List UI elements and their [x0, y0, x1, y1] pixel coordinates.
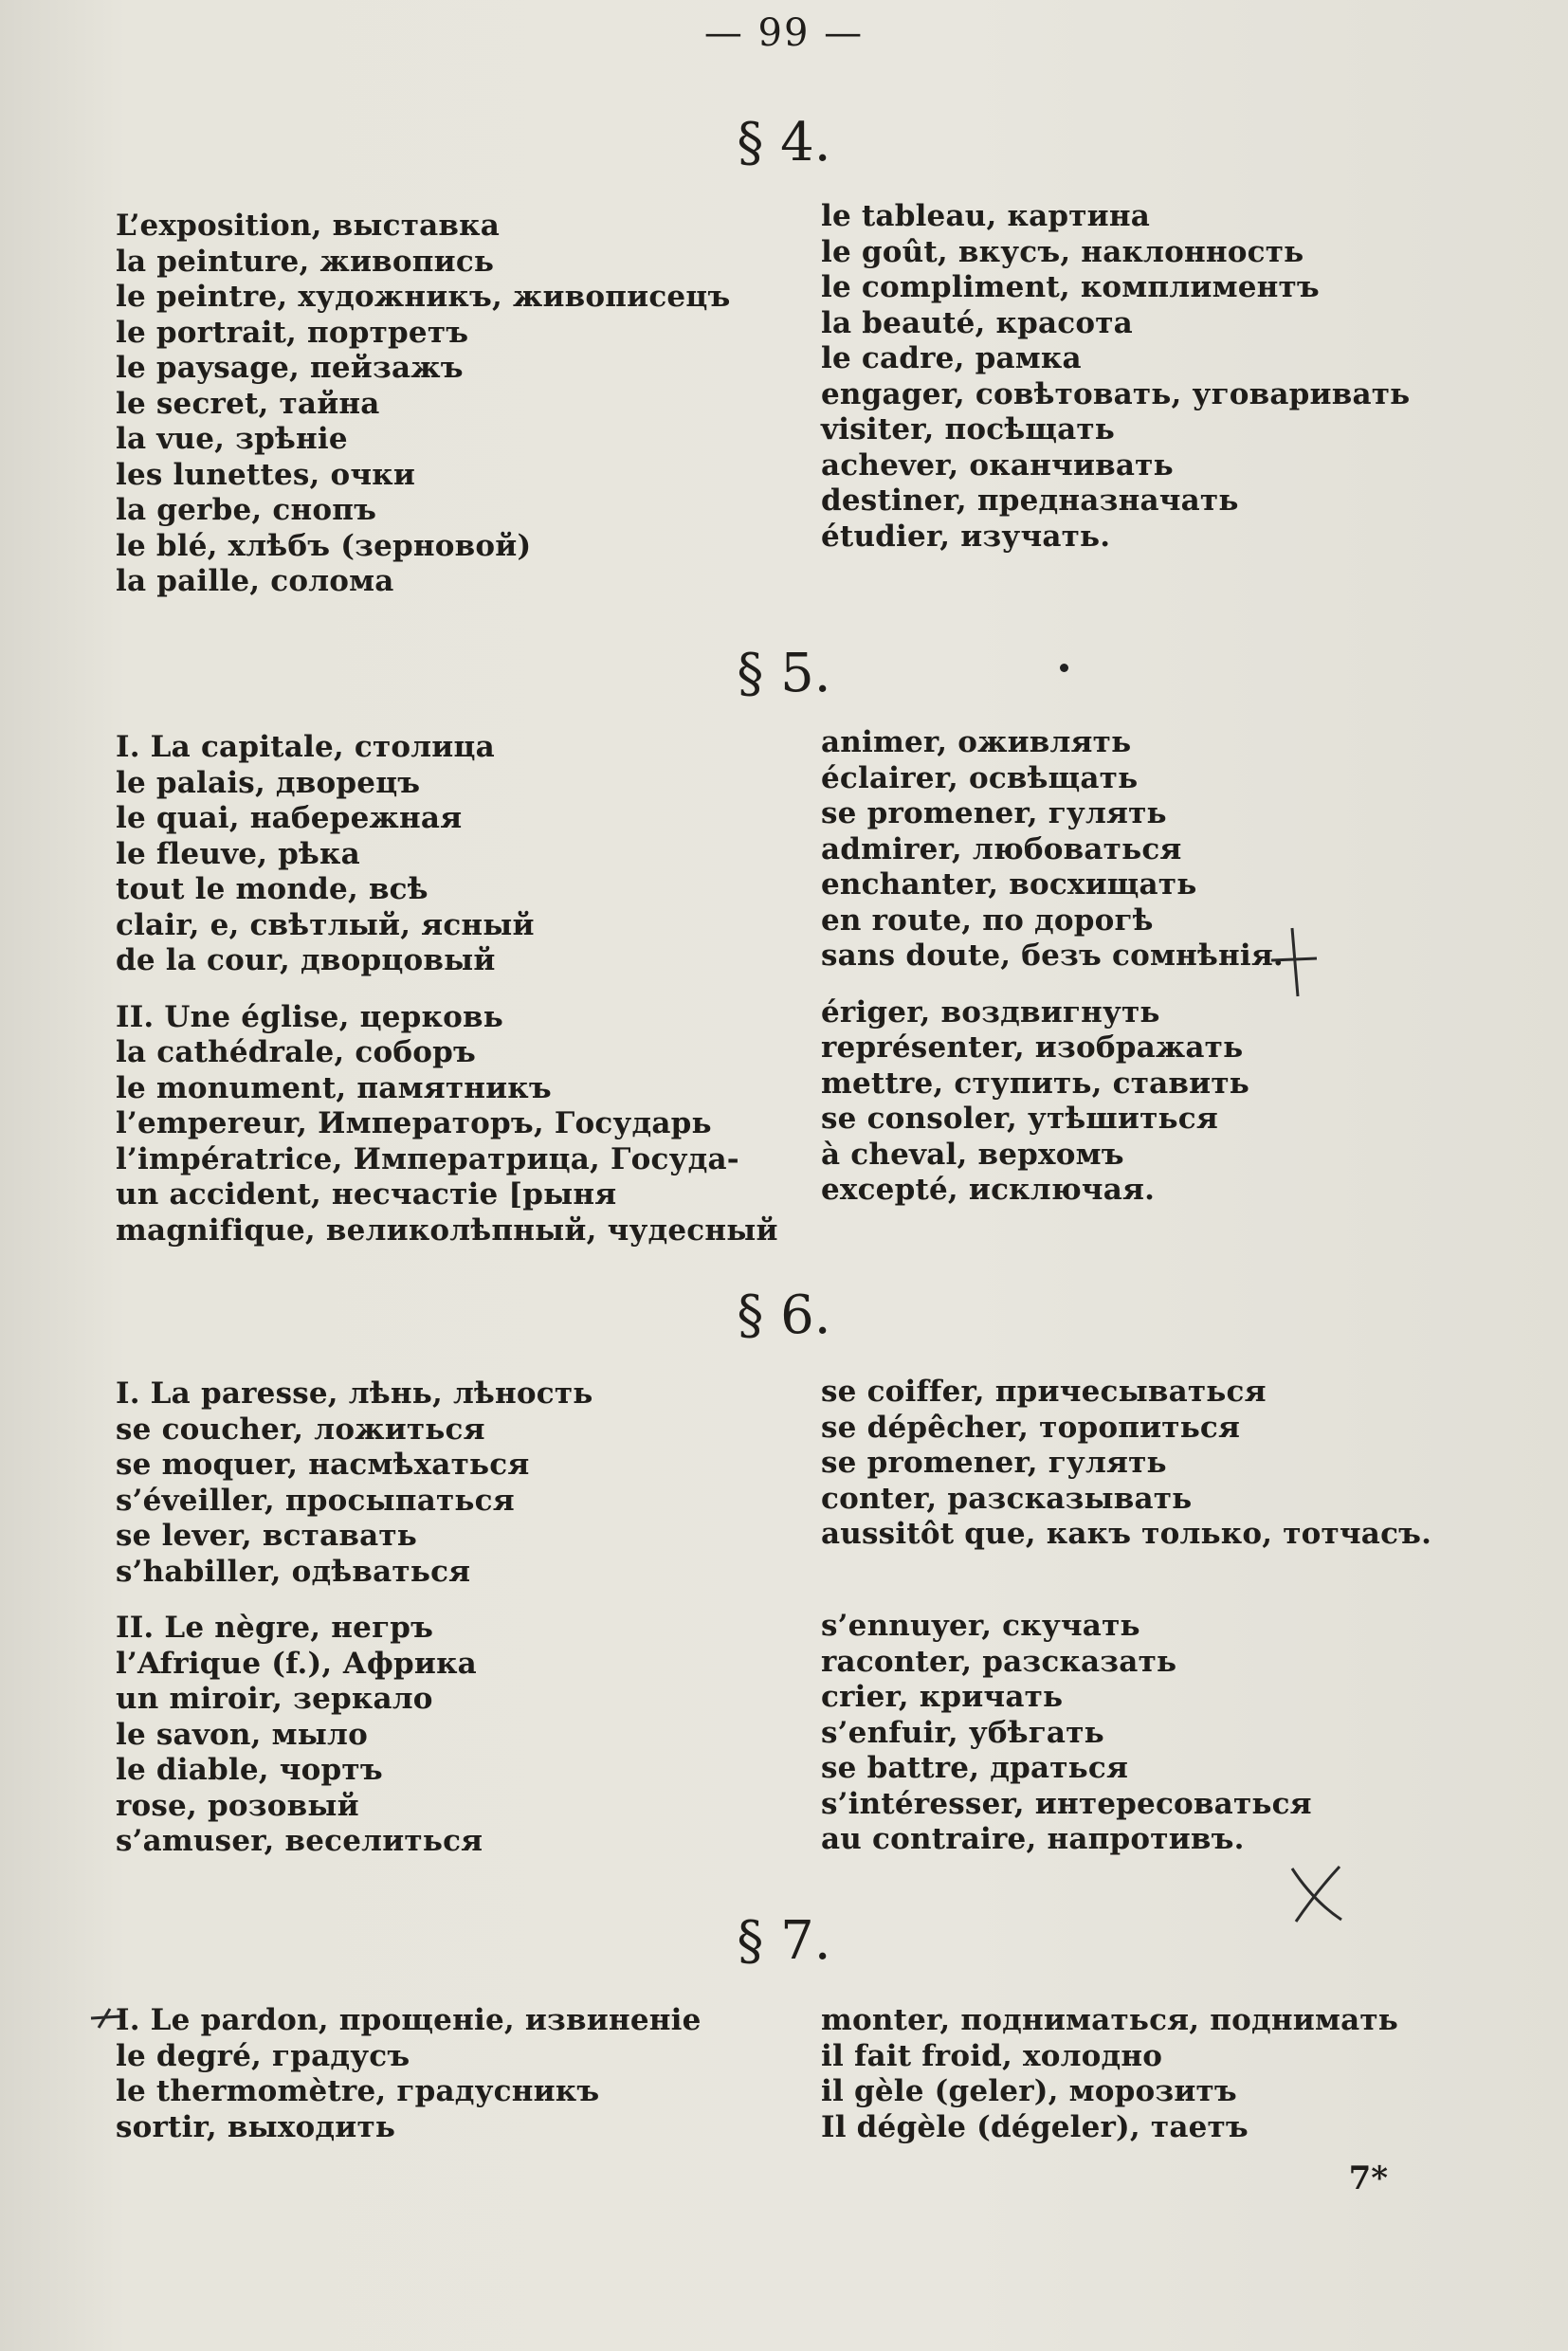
- group-gap: [821, 1553, 1431, 1610]
- page-number: — 99 —: [703, 11, 865, 55]
- vocab-entry: le portrait, портретъ: [116, 315, 469, 350]
- vocab-entry: achever, оканчивать: [821, 447, 1174, 483]
- vocab-entry: visiter, посѣщать: [821, 412, 1116, 447]
- section-5-right-column: [821, 725, 1284, 1209]
- vocab-entry: l’Afrique (f.), Африка: [116, 1646, 477, 1681]
- vocab-entry: se lever, вставать: [116, 1519, 418, 1553]
- vocab-entry: un miroir, зеркало: [116, 1682, 433, 1716]
- vocab-entry: représenter, изображать: [821, 1030, 1244, 1065]
- vocab-entry: enchanter, восхищать: [821, 867, 1197, 902]
- vocab-entry: éclairer, освѣщать: [821, 760, 1139, 795]
- vocab-entry: le goût, вкусъ, наклонность: [821, 234, 1304, 269]
- vocab-entry: s’éveiller, просыпаться: [116, 1483, 515, 1518]
- vocab-entry: s’ennuyer, скучать: [821, 1609, 1140, 1643]
- vocab-entry: sans doute, безъ сомнѣнія.: [821, 939, 1284, 973]
- vocab-entry: de la cour, дворцовый: [116, 943, 496, 977]
- vocab-entry: raconter, разсказать: [821, 1644, 1177, 1679]
- vocab-entry: s’habiller, одѣваться: [116, 1554, 471, 1589]
- section-6-title: § 6.: [737, 1285, 831, 1346]
- vocab-entry: le thermomètre, градусникъ: [116, 2074, 600, 2108]
- vocab-entry: I. Le pardon, прощеніе, извиненіе: [116, 2003, 702, 2037]
- group-gap: [821, 975, 1284, 995]
- section-6-left-column: [116, 1376, 593, 1860]
- vocab-entry: l’empereur, Императоръ, Государь: [116, 1106, 712, 1140]
- vocab-entry: clair, e, свѣтлый, ясный: [116, 907, 535, 942]
- vocab-entry: le monument, памятникъ: [116, 1070, 552, 1105]
- group-gap: [116, 1590, 593, 1611]
- vocab-entry: se dépêcher, торопиться: [821, 1410, 1241, 1445]
- vocab-entry: étudier, изучать.: [821, 519, 1111, 554]
- vocab-entry: I. La paresse, лѣнь, лѣность: [116, 1376, 593, 1411]
- vocab-entry: en route, по дорогѣ: [821, 902, 1154, 938]
- vocab-entry: se promener, гулять: [821, 1446, 1167, 1480]
- vocab-entry: le fleuve, рѣка: [116, 836, 360, 871]
- ink-dot-mark: [1060, 664, 1068, 672]
- vocab-entry: le palais, дворецъ: [116, 765, 421, 800]
- section-7-title: § 7.: [737, 1910, 831, 1972]
- vocab-entry: se coucher, ложиться: [116, 1412, 485, 1447]
- vocab-entry: I. La capitale, столица: [116, 730, 495, 764]
- vocab-entry: II. Le nègre, негръ: [116, 1611, 434, 1645]
- vocab-entry: sortir, выходить: [116, 2109, 396, 2144]
- vocab-entry: l’impératrice, Императрица, Госуда-: [116, 1141, 739, 1176]
- vocab-entry: la paille, солома: [116, 564, 394, 598]
- vocab-entry: la vue, зрѣніе: [116, 422, 348, 456]
- vocab-entry: la beauté, красота: [821, 305, 1133, 340]
- vocab-entry: le paysage, пейзажъ: [116, 351, 464, 385]
- vocab-entry: le compliment, комплиментъ: [821, 270, 1320, 304]
- section-5-title: § 5.: [737, 643, 831, 704]
- group-gap: [116, 979, 778, 1000]
- vocab-entry: se consoler, утѣшиться: [821, 1102, 1218, 1136]
- vocab-entry: se promener, гулять: [821, 796, 1167, 830]
- vocab-entry: L’exposition, выставка: [116, 209, 501, 243]
- pencil-check-mark: [1266, 924, 1322, 1000]
- vocab-entry: s’enfuir, убѣгать: [821, 1715, 1104, 1750]
- vocab-entry: ériger, воздвигнуть: [821, 994, 1160, 1030]
- vocab-entry: tout le monde, всѣ: [116, 872, 428, 906]
- vocab-entry: le diable, чортъ: [116, 1753, 383, 1787]
- vocab-entry: les lunettes, очки: [116, 457, 416, 492]
- vocab-entry: Il dégèle (dégeler), таетъ: [821, 2109, 1249, 2144]
- vocab-entry: magnifique, великолѣпный, чудесный: [116, 1212, 778, 1248]
- vocab-entry: se coiffer, причесываться: [821, 1375, 1267, 1409]
- vocab-entry: la cathédrale, соборъ: [116, 1035, 476, 1069]
- vocab-entry: destiner, предназначать: [821, 483, 1239, 518]
- vocab-entry: se battre, драться: [821, 1751, 1129, 1785]
- vocab-entry: le cadre, рамка: [821, 341, 1082, 375]
- vocab-entry: admirer, любоваться: [821, 831, 1182, 866]
- vocab-entry: le quai, набережная: [116, 801, 463, 835]
- vocab-entry: le peintre, художникъ, живописецъ: [116, 280, 731, 314]
- vocab-entry: le tableau, картина: [821, 199, 1151, 233]
- vocab-entry: engager, совѣтовать, уговаривать: [821, 376, 1411, 411]
- vocab-entry: il fait froid, холодно: [821, 2038, 1163, 2073]
- section-6-right-column: [821, 1375, 1431, 1858]
- signature-mark: 7*: [1348, 2160, 1388, 2197]
- vocab-entry: la peinture, живопись: [116, 244, 495, 279]
- vocab-entry: aussitôt que, какъ только, тотчасъ.: [821, 1517, 1432, 1551]
- vocab-entry: rose, розовый: [116, 1788, 359, 1823]
- section-7-right-column: [821, 2003, 1398, 2145]
- section-7-left-column: [116, 2003, 702, 2145]
- vocab-entry: le secret, тайна: [116, 386, 380, 421]
- vocab-entry: se moquer, насмѣхаться: [116, 1448, 530, 1482]
- vocab-entry: s’intéresser, интересоваться: [821, 1786, 1312, 1821]
- vocab-entry: la gerbe, снопъ: [116, 493, 377, 527]
- vocab-entry: s’amuser, веселиться: [116, 1824, 483, 1858]
- vocab-entry: excepté, исключая.: [821, 1173, 1156, 1207]
- section-4-left-column: [116, 209, 730, 600]
- vocab-entry: crier, кричать: [821, 1680, 1064, 1714]
- section-5-left-column: [116, 730, 778, 1248]
- vocab-entry: un accident, несчастіе [рыня: [116, 1177, 617, 1212]
- section-4-title: § 4.: [737, 112, 831, 173]
- vocab-entry: II. Une église, церковь: [116, 999, 503, 1034]
- vocab-entry: monter, подниматься, поднимать: [821, 2003, 1399, 2037]
- section-4-right-column: [821, 199, 1410, 555]
- vocab-entry: le degré, градусъ: [116, 2038, 410, 2073]
- vocab-entry: il gèle (geler), морозитъ: [821, 2074, 1237, 2108]
- vocab-entry: animer, оживлять: [821, 725, 1132, 759]
- vocab-entry: au contraire, напротивъ.: [821, 1822, 1245, 1856]
- vocab-entry: le blé, хлѣбъ (зерновой): [116, 528, 532, 563]
- vocab-entry: mettre, ступить, ставить: [821, 1066, 1249, 1101]
- vocab-entry: à cheval, верхомъ: [821, 1137, 1124, 1172]
- vocab-entry: le savon, мыло: [116, 1717, 368, 1752]
- vocab-entry: conter, разсказывать: [821, 1481, 1193, 1516]
